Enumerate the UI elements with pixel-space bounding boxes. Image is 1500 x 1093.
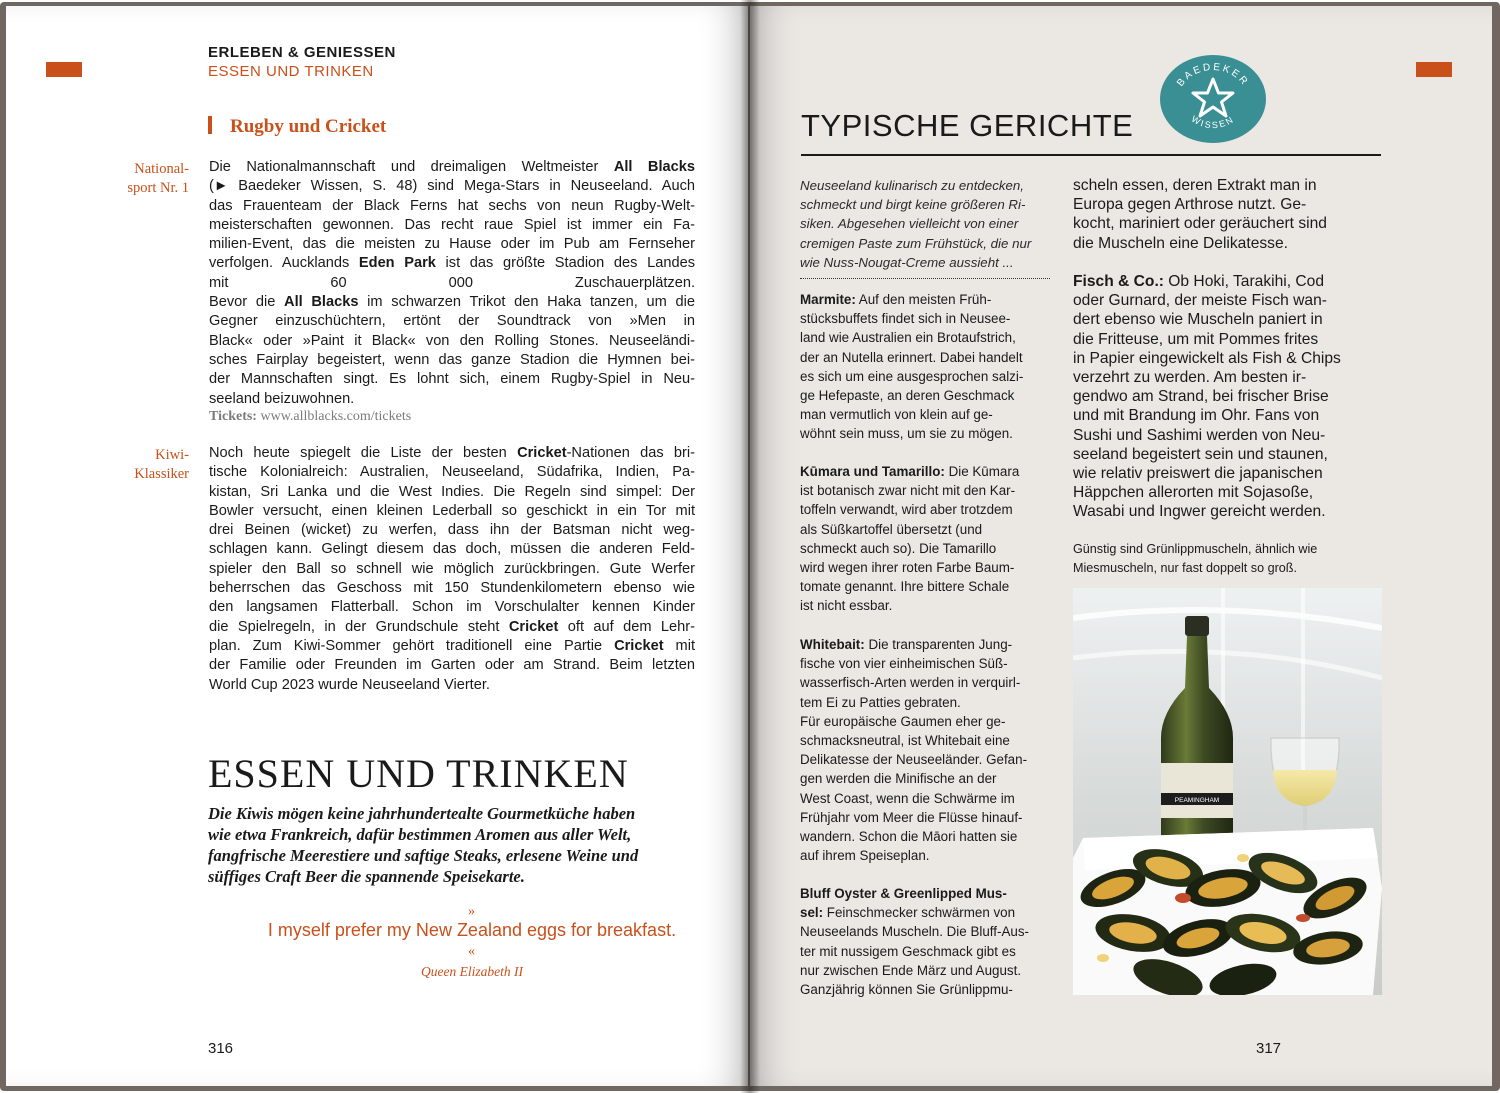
text-line: verfolgen. Aucklands Eden Park ist das größte Stadion des Landes (209, 255, 695, 272)
text-line (800, 386, 1052, 405)
entry-text: man vermutlich von klein auf ge- (800, 407, 993, 423)
text-line: Gegner einzuschüchtern, ertönt der Soundtrack von »Men in (209, 313, 695, 330)
entry-text: West Coast, wenn die Schwärme im (800, 790, 1015, 806)
text-line (800, 290, 1052, 309)
entry-text: wöhnt sein muss, um sie zu mögen. (800, 426, 1013, 442)
bold-keyword: All Blacks (613, 159, 695, 175)
entry-text: Häppchen allerorten mit Sojasoße, (1073, 484, 1314, 502)
baedeker-wissen-badge (1160, 55, 1266, 143)
text-line: sches Fairplay begeistert, wenn das ganze Stadion die Hymnen bei- (209, 351, 695, 368)
text-line: World Cup 2023 wurde Neuseeland Vierter. (209, 676, 490, 693)
text-line (800, 961, 1052, 980)
entry-text: oder Gurnard, der meiste Fisch wan- (1073, 292, 1327, 310)
text-line (800, 405, 1052, 424)
text-line (800, 539, 1052, 558)
text-line: fangfrische Meerestiere und saftige Steaks, erlesene Weine und (208, 846, 639, 865)
text-line: tische Kolonialreich: Australien, Neuseeland, Südafrika, Indien, Pa- (209, 464, 695, 481)
text-line (800, 827, 1052, 846)
text-line: cremigen Paste zum Frühstück, die nur (800, 235, 1032, 251)
text-line (1073, 426, 1383, 445)
text-line: wie Nuss-Nougat-Creme aussieht ... (800, 254, 1014, 270)
entry-text: toffeln verwandt, wird aber trotzdem (800, 502, 1013, 518)
text-line: Europa gegen Arthrose nutzt. Ge- (1073, 196, 1307, 214)
left-tab-marker (46, 62, 82, 77)
badge-text-top: BAEDEKER (1175, 61, 1251, 89)
entry-text: Delikatesse der Neuseeländer. Gefan- (800, 752, 1028, 768)
entry-label: sel: (800, 905, 824, 921)
entry-text: Ganzjährig können Sie Grünlippmu- (800, 982, 1013, 998)
entry-text: Feinschmecker schwärmen von (823, 905, 1016, 921)
badge-text-bottom: WISSEN (1189, 113, 1237, 131)
tickets-link[interactable]: www.allblacks.com/tickets (260, 409, 412, 424)
text-line: spieler den Ball so schnell wie möglich zurückbringen. Gute Werfer (209, 560, 695, 577)
entry-text: gen werden die Minifische an der (800, 771, 997, 787)
text-line (800, 846, 1052, 865)
col2-continuation (1073, 176, 1383, 253)
entry-text: als Süßkartoffel übersetzt (und (800, 521, 983, 537)
text-line (800, 942, 1052, 961)
text-line (1073, 483, 1383, 502)
text-line (800, 520, 1052, 539)
tickets-label: Tickets: (209, 409, 257, 424)
cricket-paragraph (209, 444, 695, 695)
text-line (800, 577, 1052, 596)
entry-label: Fisch & Co.: (1073, 273, 1164, 290)
text-line (800, 654, 1052, 673)
entry-bluff (800, 884, 1052, 999)
right-intro (800, 176, 1050, 272)
entry-text: verzehrt zu werden. Am besten ir- (1073, 369, 1307, 387)
photo-caption (1073, 540, 1383, 577)
entry-text: stücksbuffets findet sich in Neusee- (800, 311, 1011, 327)
bold-keyword: Cricket (508, 618, 559, 635)
text-line: Miesmuscheln, nur fast doppelt so groß. (1073, 560, 1297, 575)
heading-bar (208, 116, 212, 134)
entry-text: land wie Australien ein Brotaufstrich, (800, 330, 1016, 346)
text-line (800, 462, 1052, 481)
section-heading (208, 116, 386, 138)
text-line: drei Beinen (wicket) zu werfen, dass ihn der Batsman nicht weg- (209, 522, 695, 539)
entry-text: gendwo am Strand, bei frischer Brise (1073, 388, 1329, 406)
bold-keyword: Cricket (614, 637, 664, 654)
entry-text: der an Nutella erinnert. Dabei handelt (800, 349, 1023, 365)
text-line (800, 367, 1052, 386)
text-line: Günstig sind Grünlippmuscheln, ähnlich wie (1073, 542, 1318, 556)
entry-text: tomate genannt. Ihre bittere Schale (800, 579, 1010, 595)
text-line: seeland beizuwohnen. (209, 390, 355, 407)
right-tab-marker (1416, 62, 1452, 77)
quote-close-mark: « (468, 944, 475, 959)
title-rule (801, 154, 1381, 156)
running-subhead: ESSEN UND TRINKEN (208, 63, 374, 80)
margin-note-nationalsport (107, 160, 189, 198)
text-line (1073, 272, 1383, 291)
text-line: Neuseeland kulinarisch zu entdecken, (800, 178, 1024, 193)
text-line: (► Baedeker Wissen, S. 48) sind Mega-Stars in Neuseeland. Auch (209, 178, 695, 195)
tickets-line (209, 407, 695, 426)
text-line (800, 500, 1052, 519)
badge-graphic (1160, 55, 1266, 143)
text-line (800, 481, 1052, 500)
text-line (1073, 406, 1383, 425)
text-line: wie etwa Frankreich, dafür bestimmen Aromen aus aller Welt, (208, 825, 632, 844)
text-line (800, 922, 1052, 941)
entry-text: ter mit nussigem Geschmack gibt es (800, 943, 1016, 959)
page-number-right: 317 (1256, 1040, 1282, 1057)
text-line: Bevor die All Blacks im schwarzen Trikot den Haka tanzen, um die (209, 294, 695, 311)
page-number-left: 316 (208, 1040, 234, 1057)
text-line (1073, 464, 1383, 483)
chapter-intro (208, 803, 678, 887)
text-line (800, 348, 1052, 367)
text-line: Bowler versucht, einen kleinen Lederball so geschickt in ein Tor mit (209, 502, 695, 519)
entry-text: und mit Brandung im Ohr. Fans von (1073, 407, 1320, 425)
entry-text: nur zwischen Ende März und August. (800, 962, 1022, 978)
text-line: kistan, Sri Lanka und die West Indies. Die Regeln sind simpel: Der (209, 483, 695, 500)
entry-text: Die Kūmara (944, 464, 1020, 479)
margin-note-kiwi (107, 446, 189, 484)
text-line (800, 769, 1052, 788)
entry-label: Bluff Oyster & Greenlipped Mus- (800, 886, 1007, 901)
text-line (800, 903, 1052, 922)
dotted-divider (800, 278, 1050, 279)
text-line: Black« oder »Paint it Black« von den Rolling Stones. Neuseeländi- (209, 332, 695, 349)
margin-line: National- (134, 161, 189, 177)
entry-text: schmacksneutral, ist Whitebait eine (800, 733, 1010, 749)
quote-open-mark: » (468, 904, 475, 919)
text-line: beherrschen das Geschoss mit 150 Stundenkilometern ebenso wie (209, 580, 695, 597)
text-line (800, 558, 1052, 577)
text-line: schlagen kann. Gelingt diesem das doch, müssen die anderen Feld- (209, 541, 695, 558)
entry-text: tem Ei zu Patties gebraten. (800, 694, 961, 710)
text-line (800, 712, 1052, 731)
book-gutter (740, 0, 760, 1093)
text-line: milien-Event, das die meisten zu Hause oder im Pub am Fernseher (209, 236, 695, 253)
text-line (800, 980, 1052, 999)
text-line (800, 328, 1052, 347)
entry-text: Sushi und Sashimi werden von Neu- (1073, 426, 1326, 444)
section-heading-text: Rugby und Cricket (230, 116, 387, 137)
right-page-title: TYPISCHE GERICHTE (801, 108, 1134, 143)
text-line (1073, 502, 1383, 521)
text-line: plan. Zum Kiwi-Sommer gehört traditionell eine Partie Cricket mit (209, 637, 695, 654)
text-line (800, 750, 1052, 769)
text-line (1073, 368, 1383, 387)
text-line: meisterschaften gewonnen. Das recht raue Spiel ist immer ein Fa- (209, 216, 695, 233)
margin-line: Kiwi- (155, 447, 189, 463)
quote-text: I myself prefer my New Zealand eggs for breakfast. (267, 920, 677, 940)
text-line: Die Kiwis mögen keine jahrhundertealte Gourmetküche haben (208, 804, 636, 823)
entry-text: ist botanisch zwar nicht mit den Kar- (800, 483, 1016, 499)
entry-label: Marmite: (800, 292, 856, 307)
text-line (1073, 445, 1383, 464)
entry-text: Auf den meisten Früh- (855, 292, 992, 307)
text-line (800, 808, 1052, 827)
entry-text: wird wegen ihrer roten Farbe Baum- (800, 560, 1015, 576)
entry-fisch (1073, 272, 1383, 522)
entry-text: in Papier eingewickelt als Fish & Chips (1073, 349, 1341, 367)
entry-text: dert ebenso wie Muscheln paniert in (1073, 311, 1323, 329)
entry-label: Whitebait: (800, 637, 865, 652)
entry-label: Kūmara und Tamarillo: (800, 464, 945, 479)
entry-text: wandern. Schon die Māori hatten sie (800, 829, 1018, 845)
entry-marmite (800, 290, 1052, 444)
chapter-title: ESSEN UND TRINKEN (208, 751, 629, 796)
text-line (800, 693, 1052, 712)
text-line (800, 596, 1052, 615)
text-line (1073, 349, 1383, 368)
text-line: scheln essen, deren Extrakt man in (1073, 177, 1317, 194)
text-line: siken. Abgesehen vielleicht von einer (800, 216, 1019, 232)
entry-text: Ob Hoki, Tarakihi, Cod (1163, 273, 1325, 290)
bold-keyword: All Blacks (284, 294, 359, 311)
quote-author: Queen Elizabeth II (421, 964, 523, 979)
text-line: Die Nationalmannschaft und dreimaligen Weltmeister All Blacks (209, 159, 695, 175)
entry-text: die Fritteuse, um mit Pommes frites (1073, 330, 1319, 348)
text-line: kocht, mariniert oder geräuchert sind (1073, 215, 1327, 233)
entry-text: ist nicht essbar. (800, 598, 893, 614)
margin-line: Klassiker (134, 466, 189, 482)
text-line: der Familie oder Freunden im Garten oder am Strand. Beim letzten (209, 657, 695, 674)
entry-text: ge Hefepaste, an deren Geschmack (800, 388, 1015, 404)
text-line (1073, 387, 1383, 406)
bold-keyword: Cricket (517, 445, 567, 461)
entry-text: fische von vier einheimischen Süß- (800, 656, 1008, 672)
text-line: die Spielregeln, in der Grundschule steht Cricket oft auf dem Lehr- (209, 618, 695, 635)
entry-text: Neuseelands Muscheln. Die Bluff-Aus- (800, 924, 1029, 940)
text-line: mit 60 000 Zuschauerplätzen. (209, 274, 695, 291)
star-icon (1193, 79, 1233, 116)
running-head: ERLEBEN & GENIESSEN (208, 44, 396, 61)
text-line: den langsamen Flatterball. Schon im Vorschulalter kennen Kinder (209, 599, 695, 616)
entry-text: Für europäische Gaumen eher ge- (800, 713, 1006, 729)
text-line: Noch heute spiegelt die Liste der besten Cricket-Nationen das bri- (209, 445, 696, 461)
text-line: die Muscheln eine Delikatesse. (1073, 234, 1288, 252)
photo-illustration (1073, 588, 1382, 995)
text-line: schmeckt und birgt keine größeren Ri- (800, 197, 1026, 213)
entry-text: wasserfisch-Arten werden in verquirl- (800, 675, 1021, 691)
rugby-paragraph (209, 158, 695, 409)
entry-text: schmeckt auch so). Die Tamarillo (800, 540, 997, 556)
text-line: das Frauenteam der Black Ferns hat sechs von neun Rugby-Welt- (209, 197, 695, 214)
text-line (1073, 310, 1383, 329)
entry-text: Frühjahr vom Meer die Flüsse hinauf- (800, 809, 1023, 825)
text-line: süffiges Craft Beer die spannende Speisekarte. (208, 867, 525, 886)
entry-text: Wasabi und Ingwer gereicht werden. (1073, 503, 1326, 521)
entry-text: auf ihrem Speiseplan. (800, 848, 930, 864)
margin-line: sport Nr. 1 (127, 180, 189, 196)
text-line (1073, 330, 1383, 349)
text-line (800, 424, 1052, 443)
bold-keyword: Eden Park (358, 255, 436, 272)
text-line: der Mannschaften singt. Es lohnt sich, einem Rugby-Spiel in Neu- (209, 371, 695, 388)
text-line (800, 731, 1052, 750)
entry-text: es sich um eine ausgesprochen salzi- (800, 368, 1024, 384)
entry-text: wie relativ preiswert die japanischen (1073, 465, 1323, 483)
text-line (800, 789, 1052, 808)
bottle-label: PEAMINGHAM (1174, 797, 1220, 804)
text-line (800, 309, 1052, 328)
text-line (800, 673, 1052, 692)
entry-text: Die transparenten Jung- (864, 637, 1013, 652)
entry-whitebait (800, 635, 1052, 865)
entry-kumara (800, 462, 1052, 616)
text-line (1073, 291, 1383, 310)
mussels-wine-photo (1073, 588, 1382, 995)
entry-text: seeland begeistert sein und staunen, (1073, 445, 1328, 463)
text-line (800, 635, 1052, 654)
